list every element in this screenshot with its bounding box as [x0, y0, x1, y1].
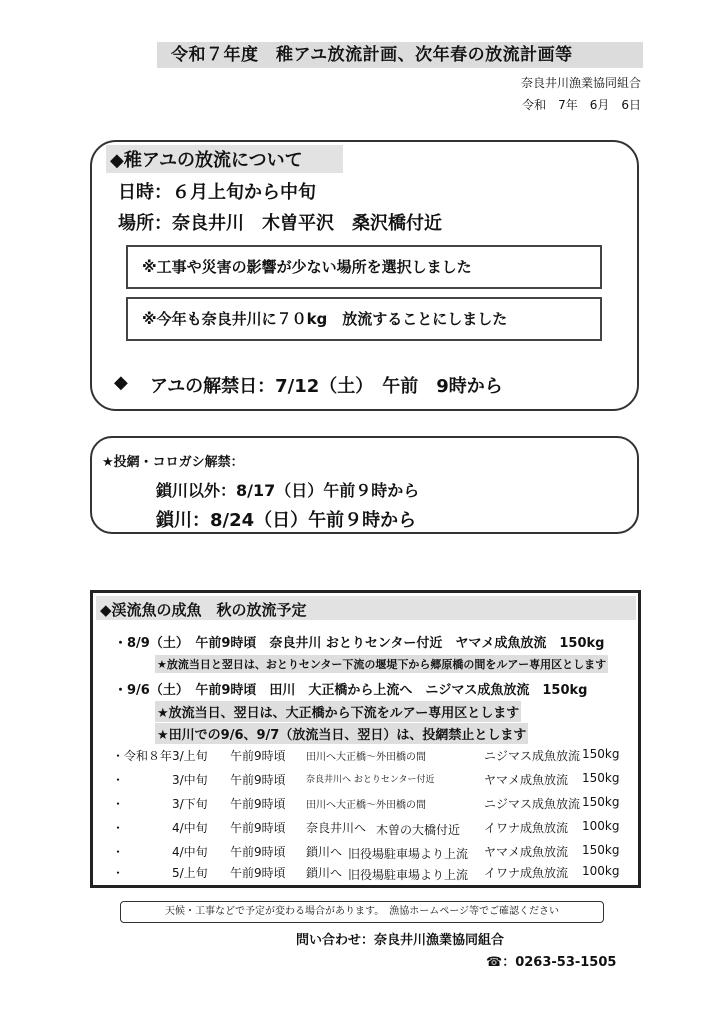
schedule-amount: 150kg — [582, 747, 620, 761]
schedule-release: イワナ成魚放流 — [484, 866, 569, 880]
schedule-place: 田川へ大正橋～外田橋の間 — [306, 800, 426, 811]
schedule-time: 午前9時頃 — [230, 866, 286, 880]
schedule-time: 午前9時頃 — [230, 821, 286, 835]
schedule-bullet: ・ — [112, 821, 125, 835]
schedule-amount: 150kg — [582, 771, 620, 785]
stream-event-1-note: ★放流当日と翌日は、おとりセンター下流の堰堤下から郷原橋の間をルアー専用区とします — [155, 655, 608, 673]
schedule-time: 午前9時頃 — [230, 749, 286, 763]
contact-info: 問い合わせ：奈良井川漁業協同組合 — [296, 933, 505, 948]
ayu-opening-day: アユの解禁日：7/12（土） 午前 9時から — [150, 376, 503, 397]
net-release-line-2: 鎖川：8/24（日）午前９時から — [156, 510, 417, 531]
stream-fish-heading: ◆渓流魚の成魚 秋の放流予定 — [100, 601, 307, 619]
schedule-amount: 100kg — [582, 819, 620, 833]
schedule-when: 4/中旬 — [172, 821, 208, 835]
schedule-when: 5/上旬 — [172, 866, 208, 880]
schedule-when: 3/中旬 — [172, 773, 208, 787]
ayu-release-heading: ◆稚アユの放流について — [106, 145, 343, 173]
schedule-change-notice: 天候・工事などで予定が変わる場合があります。 漁協ホームページ等でご確認ください — [120, 901, 604, 923]
schedule-bullet: ・ — [112, 773, 125, 787]
schedule-time: 午前9時頃 — [230, 773, 286, 787]
schedule-bullet: ・ — [112, 797, 125, 811]
schedule-place: 田川へ大正橋～外田橋の間 — [306, 752, 426, 763]
schedule-when: 3/上旬 — [172, 749, 208, 763]
schedule-amount: 150kg — [582, 795, 620, 809]
schedule-place: 鎖川へ — [306, 866, 343, 880]
schedule-time: 午前9時頃 — [230, 797, 286, 811]
schedule-bullet: ・ — [112, 845, 125, 859]
ayu-note-2: ※今年も奈良井川に７０kg 放流することにしました — [126, 297, 602, 341]
ayu-release-place: 場所：奈良井川 木曽平沢 桑沢橋付近 — [118, 213, 442, 234]
ayu-opening-marker: ◆ — [114, 372, 128, 393]
schedule-bullet: ・ — [112, 866, 125, 880]
stream-event-2-note-2: ★田川での9/6、9/7（放流当日、翌日）は、投網禁止とします — [155, 723, 528, 744]
stream-event-2-note-1: ★放流当日、翌日は、大正橋から下流をルアー専用区とします — [155, 701, 521, 722]
schedule-place-detail: 旧役場駐車場より上流 — [348, 868, 469, 882]
ayu-note-1: ※工事や災害の影響が少ない場所を選択しました — [126, 245, 602, 289]
schedule-release: ニジマス成魚放流 — [484, 797, 581, 811]
phone-icon: ☎ — [486, 955, 503, 970]
schedule-release: ヤマメ成魚放流 — [484, 845, 569, 859]
ayu-release-datetime: 日時：６月上旬から中旬 — [118, 182, 316, 203]
schedule-place-detail: 木曽の大橋付近 — [376, 823, 461, 837]
schedule-place: 奈良井川へ — [306, 821, 367, 835]
phone-number-text: ：0263-53-1505 — [502, 955, 617, 970]
net-release-heading: ★投網・コロガシ解禁： — [102, 455, 244, 470]
schedule-when: 4/中旬 — [172, 845, 208, 859]
phone-number — [486, 951, 616, 970]
schedule-when: 3/下旬 — [172, 797, 208, 811]
schedule-release: イワナ成魚放流 — [484, 821, 569, 835]
schedule-bullet: ・令和８年 — [112, 749, 173, 763]
organization-name: 奈良井川漁業協同組合 — [520, 76, 641, 90]
schedule-amount: 100kg — [582, 864, 620, 878]
schedule-release: ニジマス成魚放流 — [484, 749, 581, 763]
stream-event-2: ・9/6（土） 午前9時頃 田川 大正橋から上流へ ニジマス成魚放流 150kg — [114, 683, 588, 698]
schedule-release: ヤマメ成魚放流 — [484, 773, 569, 787]
net-release-line-1: 鎖川以外：8/17（日）午前９時から — [156, 481, 420, 500]
schedule-amount: 150kg — [582, 843, 620, 857]
schedule-time: 午前9時頃 — [230, 845, 286, 859]
schedule-place-detail: 旧役場駐車場より上流 — [348, 847, 469, 861]
schedule-place: 鎖川へ — [306, 845, 343, 859]
schedule-place: 奈良井川へ おとりセンター付近 — [306, 775, 435, 785]
stream-event-1: ・8/9（土） 午前9時頃 奈良井川 おとりセンター付近 ヤマメ成魚放流 150kg — [114, 636, 605, 651]
issue-date: 令和 7年 6月 6日 — [522, 98, 641, 112]
page-title: 令和７年度 稚アユ放流計画、次年春の放流計画等 — [157, 42, 643, 68]
